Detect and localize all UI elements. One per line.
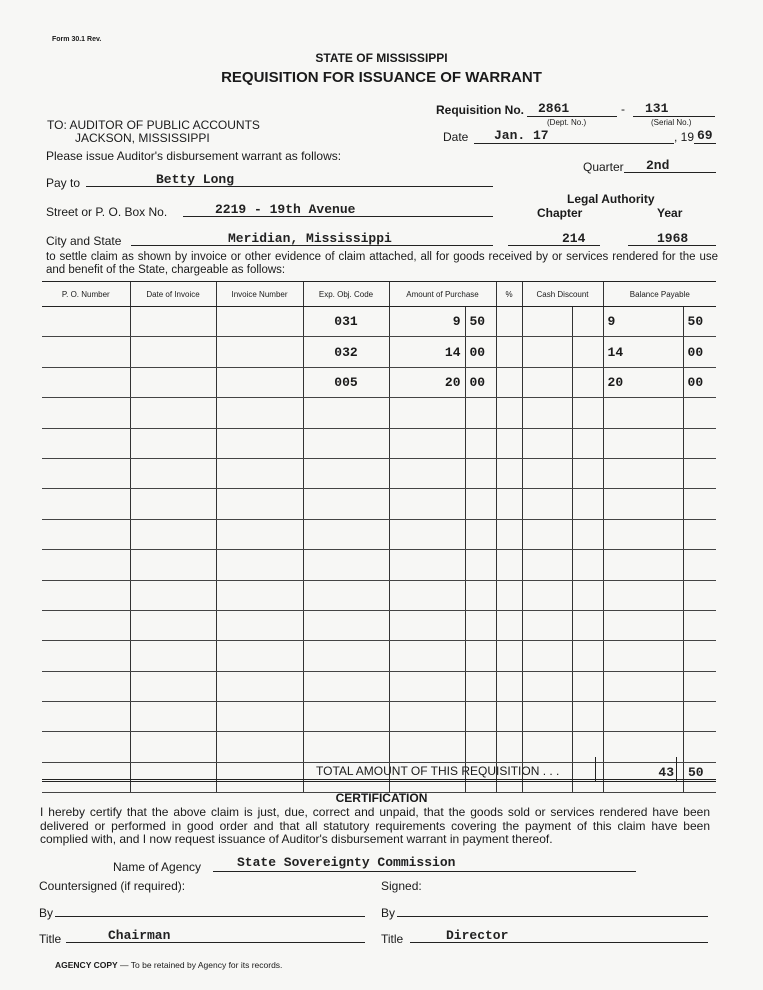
discount-cents-cell	[572, 550, 603, 580]
balance-cents-cell	[683, 732, 716, 762]
header-date-of-invoice: Date of Invoice	[130, 282, 216, 307]
percent-cell	[496, 702, 522, 732]
state-heading: STATE OF MISSISSIPPI	[315, 51, 448, 65]
invoice-number-cell	[216, 367, 303, 397]
serial-no-line	[633, 116, 715, 117]
percent-cell	[496, 398, 522, 428]
requisition-dash: -	[621, 102, 625, 116]
balance-cents-cell	[683, 641, 716, 671]
invoice-number-cell	[216, 458, 303, 488]
table-row	[42, 550, 716, 580]
date-value: Jan. 17	[494, 128, 549, 143]
left-by-line	[55, 916, 365, 917]
header-percent: %	[496, 282, 522, 307]
year-value: 69	[697, 128, 713, 143]
right-title-value: Director	[446, 928, 509, 943]
street-label: Street or P. O. Box No.	[46, 205, 168, 219]
po-number-cell	[42, 307, 130, 337]
balance-cents-cell	[683, 489, 716, 519]
balance-dollars-cell: 9	[603, 307, 683, 337]
amount-cents-cell	[465, 732, 496, 762]
balance-cents-cell	[683, 458, 716, 488]
legal-authority-label: Legal Authority	[567, 192, 655, 206]
po-number-cell	[42, 580, 130, 610]
footer	[55, 960, 282, 970]
invoice-number-cell	[216, 732, 303, 762]
right-title-label: Title	[381, 932, 404, 946]
total-label: TOTAL AMOUNT OF THIS REQUISITION . . .	[316, 764, 560, 778]
table-row	[42, 732, 716, 762]
discount-cents-cell	[572, 610, 603, 640]
balance-dollars-cell	[603, 489, 683, 519]
balance-dollars-cell	[603, 641, 683, 671]
exp-obj-code-cell	[303, 458, 389, 488]
invoice-date-cell	[130, 550, 216, 580]
header-invoice-number: Invoice Number	[216, 282, 303, 307]
year-label: Year	[657, 206, 683, 220]
balance-cents-cell: 00	[683, 367, 716, 397]
total-divider	[595, 757, 596, 781]
discount-dollars-cell	[522, 458, 572, 488]
table-row	[42, 337, 716, 367]
amount-dollars-cell	[389, 610, 465, 640]
discount-cents-cell	[572, 489, 603, 519]
balance-dollars-cell	[603, 398, 683, 428]
table-row	[42, 307, 716, 337]
header-cash-discount: Cash Discount	[522, 282, 603, 307]
header-po-number: P. O. Number	[42, 282, 130, 307]
total-cents-divider	[676, 757, 677, 781]
percent-cell	[496, 550, 522, 580]
exp-obj-code-cell: 032	[303, 337, 389, 367]
invoice-date-cell	[130, 428, 216, 458]
requisition-label: Requisition No.	[436, 103, 524, 117]
invoice-date-cell	[130, 367, 216, 397]
invoice-number-cell	[216, 307, 303, 337]
balance-cents-cell	[683, 519, 716, 549]
balance-dollars-cell: 20	[603, 367, 683, 397]
balance-cents-cell: 50	[683, 307, 716, 337]
header-balance-payable: Balance Payable	[603, 282, 716, 307]
instruction-text: Please issue Auditor's disbursement warrant as follows:	[46, 149, 342, 163]
countersigned-label: Countersigned (if required):	[39, 879, 186, 893]
total-dollars: 43	[658, 765, 674, 780]
form-number: Form 30.1 Rev.	[52, 36, 102, 43]
table-row	[42, 702, 716, 732]
pay-to-value: Betty Long	[156, 172, 235, 187]
pay-to-label: Pay to	[46, 176, 81, 190]
balance-cents-cell	[683, 428, 716, 458]
balance-dollars-cell	[603, 550, 683, 580]
amount-dollars-cell	[389, 489, 465, 519]
discount-dollars-cell	[522, 489, 572, 519]
invoice-date-cell	[130, 307, 216, 337]
discount-cents-cell	[572, 671, 603, 701]
invoice-date-cell	[130, 702, 216, 732]
balance-dollars-cell	[603, 610, 683, 640]
year-prefix: , 19	[674, 130, 695, 144]
percent-cell	[496, 580, 522, 610]
percent-cell	[496, 489, 522, 519]
agency-line	[213, 871, 636, 872]
left-by-label: By	[39, 906, 54, 920]
exp-obj-code-cell	[303, 732, 389, 762]
quarter-label: Quarter	[583, 160, 624, 174]
discount-cents-cell	[572, 732, 603, 762]
chapter-line	[508, 245, 600, 246]
discount-cents-cell	[572, 458, 603, 488]
table-row	[42, 641, 716, 671]
percent-cell	[496, 732, 522, 762]
invoice-date-cell	[130, 610, 216, 640]
agency-copy-label: AGENCY COPY	[55, 960, 118, 970]
exp-obj-code-cell	[303, 702, 389, 732]
agency-label: Name of Agency	[113, 860, 202, 874]
discount-cents-cell	[572, 398, 603, 428]
balance-dollars-cell	[603, 458, 683, 488]
table-row	[42, 580, 716, 610]
year-line	[694, 143, 716, 144]
amount-cents-cell	[465, 519, 496, 549]
invoice-date-cell	[130, 671, 216, 701]
exp-obj-code-cell	[303, 610, 389, 640]
table-row	[42, 671, 716, 701]
exp-obj-code-cell	[303, 671, 389, 701]
exp-obj-code-cell	[303, 398, 389, 428]
invoice-number-cell	[216, 610, 303, 640]
amount-cents-cell	[465, 702, 496, 732]
discount-dollars-cell	[522, 307, 572, 337]
invoice-number-cell	[216, 519, 303, 549]
po-number-cell	[42, 337, 130, 367]
dept-no-caption: (Dept. No.)	[547, 118, 587, 127]
date-line	[474, 143, 674, 144]
table-row	[42, 428, 716, 458]
table-row	[42, 398, 716, 428]
amount-dollars-cell: 9	[389, 307, 465, 337]
invoice-date-cell	[130, 641, 216, 671]
invoice-number-cell	[216, 398, 303, 428]
po-number-cell	[42, 458, 130, 488]
po-number-cell	[42, 610, 130, 640]
exp-obj-code-cell	[303, 519, 389, 549]
amount-cents-cell	[465, 398, 496, 428]
balance-dollars-cell	[603, 671, 683, 701]
balance-cents-cell	[683, 610, 716, 640]
left-title-label: Title	[39, 932, 62, 946]
percent-cell	[496, 367, 522, 397]
agency-copy-note: — To be retained by Agency for its records.	[120, 960, 283, 970]
amount-dollars-cell	[389, 519, 465, 549]
amount-cents-cell	[465, 671, 496, 701]
right-by-label: By	[381, 906, 396, 920]
certification-heading: CERTIFICATION	[335, 791, 428, 805]
claims-table	[42, 281, 716, 793]
invoice-date-cell	[130, 732, 216, 762]
serial-no-value: 131	[645, 101, 669, 116]
discount-cents-cell	[572, 580, 603, 610]
po-number-cell	[42, 367, 130, 397]
percent-cell	[496, 428, 522, 458]
to-line1: TO: AUDITOR OF PUBLIC ACCOUNTS	[47, 118, 260, 132]
invoice-number-cell	[216, 337, 303, 367]
discount-cents-cell	[572, 367, 603, 397]
discount-dollars-cell	[522, 337, 572, 367]
amount-cents-cell	[465, 428, 496, 458]
agency-value: State Sovereignty Commission	[237, 855, 456, 870]
discount-dollars-cell	[522, 702, 572, 732]
amount-dollars-cell	[389, 732, 465, 762]
invoice-date-cell	[130, 337, 216, 367]
balance-dollars-cell	[603, 580, 683, 610]
discount-dollars-cell	[522, 671, 572, 701]
invoice-date-cell	[130, 489, 216, 519]
discount-cents-cell	[572, 762, 603, 792]
po-number-cell	[42, 550, 130, 580]
discount-dollars-cell	[522, 580, 572, 610]
to-line2: JACKSON, MISSISSIPPI	[75, 131, 210, 145]
po-number-cell	[42, 702, 130, 732]
chapter-value: 214	[562, 231, 586, 246]
chapter-label: Chapter	[537, 206, 583, 220]
amount-cents-cell: 00	[465, 337, 496, 367]
total-cents: 50	[688, 765, 704, 780]
exp-obj-code-cell	[303, 641, 389, 671]
discount-cents-cell	[572, 702, 603, 732]
discount-dollars-cell	[522, 610, 572, 640]
table-header-row	[42, 282, 716, 307]
street-value: 2219 - 19th Avenue	[215, 202, 356, 217]
balance-dollars-cell	[603, 702, 683, 732]
certification-text: I hereby certify that the above claim is just, due, correct and unpaid, that the goods sold or services rendered have been delivered or performed in good order and that all statutory requirements covering the payment of this claim have been complied with, and I now request issuance of Auditor's disbursement warrant in payment thereof.	[40, 805, 710, 846]
exp-obj-code-cell	[303, 428, 389, 458]
quarter-value: 2nd	[646, 158, 670, 173]
exp-obj-code-cell: 031	[303, 307, 389, 337]
dept-no-line	[527, 116, 617, 117]
table-row	[42, 458, 716, 488]
invoice-number-cell	[216, 580, 303, 610]
percent-cell	[496, 519, 522, 549]
percent-cell	[496, 337, 522, 367]
balance-dollars-cell	[603, 519, 683, 549]
balance-dollars-cell	[603, 732, 683, 762]
invoice-number-cell	[216, 550, 303, 580]
total-top-rule	[42, 779, 716, 780]
exp-obj-code-cell: 005	[303, 367, 389, 397]
amount-cents-cell	[465, 489, 496, 519]
invoice-number-cell	[216, 428, 303, 458]
invoice-number-cell	[216, 641, 303, 671]
discount-cents-cell	[572, 641, 603, 671]
balance-cents-cell: 00	[683, 337, 716, 367]
legal-year-value: 1968	[657, 231, 689, 246]
total-double-rule	[42, 781, 716, 782]
discount-dollars-cell	[522, 398, 572, 428]
quarter-line	[624, 172, 716, 173]
discount-dollars-cell	[522, 519, 572, 549]
settle-text: to settle claim as shown by invoice or other evidence of claim attached, all for goods received by or services rendered for the use and benefit of the State, chargeable as follows:	[46, 251, 718, 276]
po-number-cell	[42, 641, 130, 671]
amount-dollars-cell	[389, 458, 465, 488]
discount-cents-cell	[572, 307, 603, 337]
percent-cell	[496, 671, 522, 701]
discount-dollars-cell	[522, 641, 572, 671]
exp-obj-code-cell	[303, 489, 389, 519]
balance-cents-cell	[683, 550, 716, 580]
discount-dollars-cell	[522, 732, 572, 762]
balance-dollars-cell: 14	[603, 337, 683, 367]
invoice-date-cell	[130, 580, 216, 610]
discount-cents-cell	[572, 519, 603, 549]
amount-dollars-cell	[389, 580, 465, 610]
invoice-number-cell	[216, 702, 303, 732]
amount-dollars-cell	[389, 550, 465, 580]
amount-dollars-cell	[389, 428, 465, 458]
amount-dollars-cell	[389, 671, 465, 701]
balance-dollars-cell	[603, 428, 683, 458]
table-row	[42, 489, 716, 519]
amount-cents-cell	[465, 550, 496, 580]
po-number-cell	[42, 732, 130, 762]
serial-no-caption: (Serial No.)	[651, 118, 692, 127]
amount-cents-cell	[465, 580, 496, 610]
invoice-date-cell	[130, 762, 216, 792]
balance-cents-cell	[683, 398, 716, 428]
invoice-number-cell	[216, 762, 303, 792]
exp-obj-code-cell	[303, 580, 389, 610]
amount-cents-cell	[465, 458, 496, 488]
discount-cents-cell	[572, 428, 603, 458]
header-amount-of-purchase: Amount of Purchase	[389, 282, 496, 307]
amount-dollars-cell	[389, 641, 465, 671]
invoice-number-cell	[216, 489, 303, 519]
amount-dollars-cell: 14	[389, 337, 465, 367]
invoice-date-cell	[130, 519, 216, 549]
invoice-date-cell	[130, 398, 216, 428]
balance-cents-cell	[683, 580, 716, 610]
invoice-date-cell	[130, 458, 216, 488]
city-label: City and State	[46, 234, 122, 248]
amount-dollars-cell	[389, 702, 465, 732]
right-by-line	[397, 916, 708, 917]
amount-cents-cell: 00	[465, 367, 496, 397]
amount-dollars-cell: 20	[389, 367, 465, 397]
dept-no-value: 2861	[538, 101, 570, 116]
po-number-cell	[42, 489, 130, 519]
city-value: Meridian, Mississippi	[228, 231, 392, 246]
amount-cents-cell: 50	[465, 307, 496, 337]
po-number-cell	[42, 762, 130, 792]
percent-cell	[496, 307, 522, 337]
table-row	[42, 367, 716, 397]
po-number-cell	[42, 519, 130, 549]
balance-cents-cell	[683, 671, 716, 701]
discount-dollars-cell	[522, 428, 572, 458]
amount-cents-cell	[465, 610, 496, 640]
header-exp-obj-code: Exp. Obj. Code	[303, 282, 389, 307]
exp-obj-code-cell	[303, 550, 389, 580]
form-title: REQUISITION FOR ISSUANCE OF WARRANT	[221, 69, 542, 86]
percent-cell	[496, 641, 522, 671]
discount-dollars-cell	[522, 550, 572, 580]
pay-to-line	[86, 186, 493, 187]
po-number-cell	[42, 428, 130, 458]
table-row	[42, 610, 716, 640]
left-title-value: Chairman	[108, 928, 171, 943]
balance-cents-cell	[683, 702, 716, 732]
po-number-cell	[42, 671, 130, 701]
amount-cents-cell	[465, 641, 496, 671]
discount-cents-cell	[572, 337, 603, 367]
date-label: Date	[443, 130, 469, 144]
percent-cell	[496, 610, 522, 640]
table-row	[42, 519, 716, 549]
invoice-number-cell	[216, 671, 303, 701]
amount-dollars-cell	[389, 398, 465, 428]
po-number-cell	[42, 398, 130, 428]
percent-cell	[496, 458, 522, 488]
signed-label: Signed:	[381, 879, 422, 893]
discount-dollars-cell	[522, 367, 572, 397]
